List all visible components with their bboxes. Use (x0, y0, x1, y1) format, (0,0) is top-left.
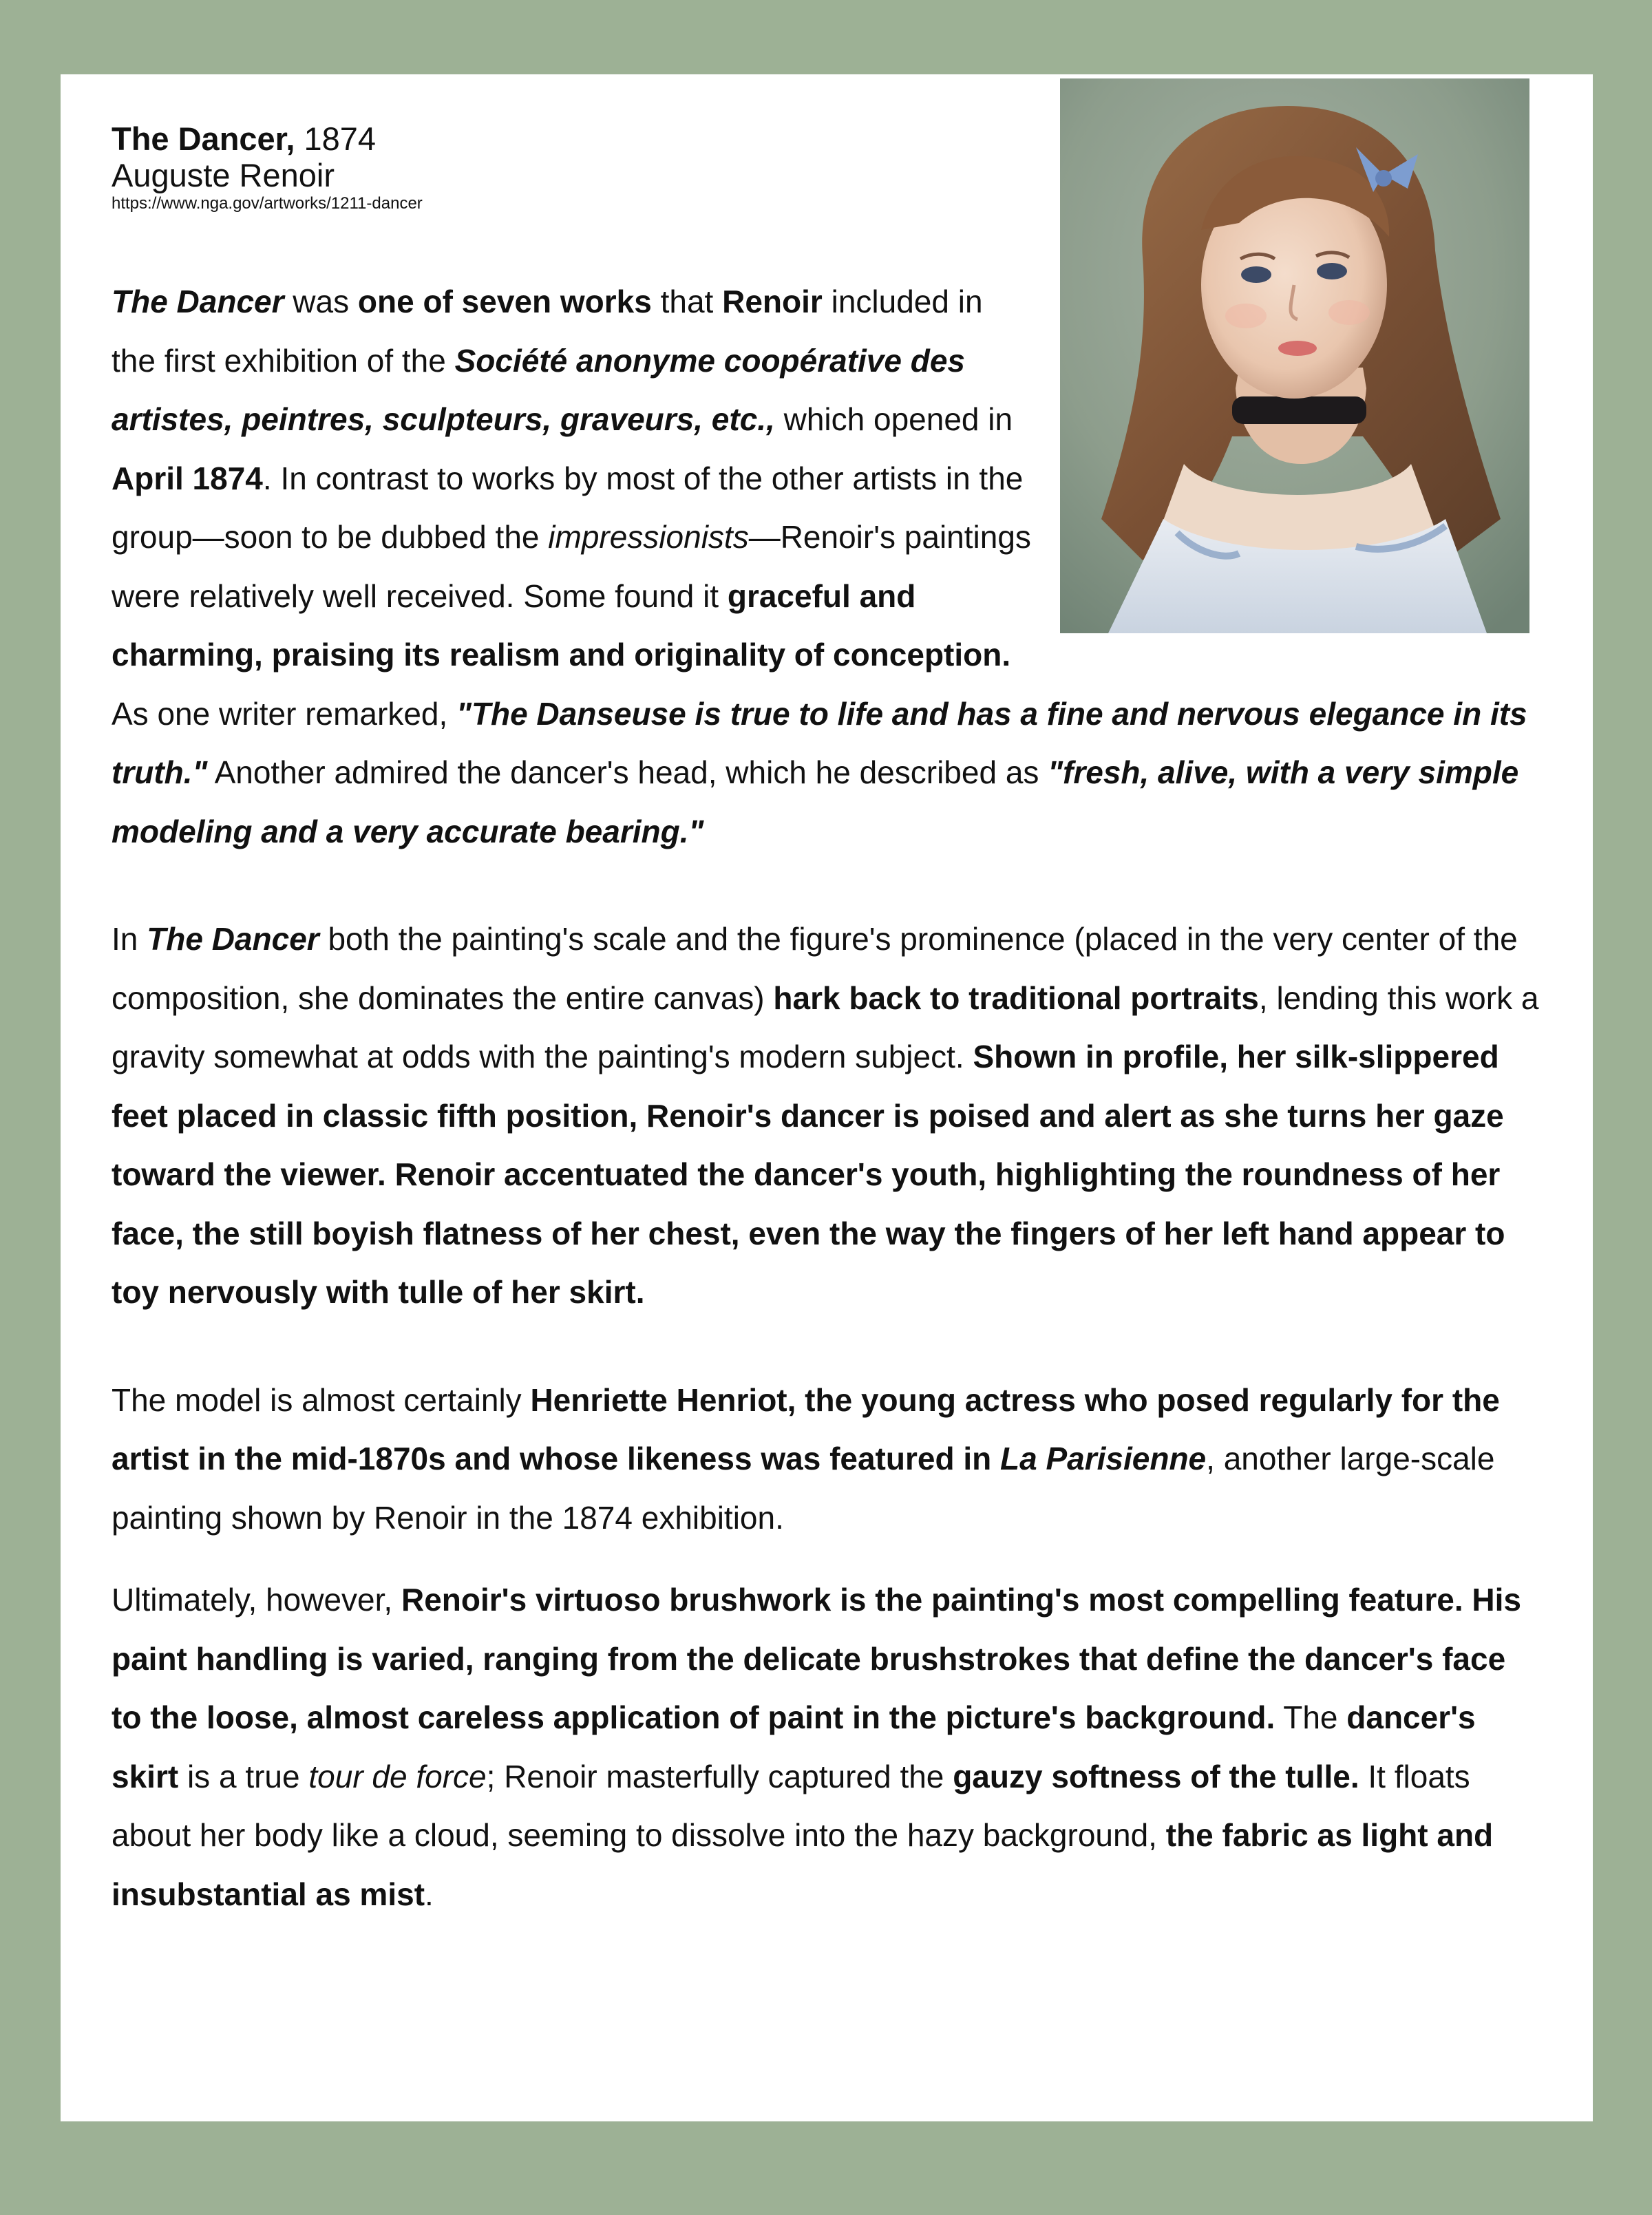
text-run: ; Renoir masterfully captured the (486, 1758, 953, 1794)
artwork-title: The Dancer, (112, 120, 295, 157)
paragraph-2 (112, 910, 1543, 1322)
paragraph-3 (112, 1371, 1543, 1548)
text-run: The (1275, 1699, 1347, 1735)
text-run: As one writer remarked, (112, 695, 457, 732)
text-run: "fresh, alive, with a very simple modeling and a very accurate bearing." (112, 754, 1519, 849)
text-run: The model is almost certainly (112, 1381, 531, 1418)
text-run: La Parisienne (1000, 1441, 1207, 1476)
text-run: gauzy softness of the tulle. (953, 1758, 1359, 1794)
text-run: graceful and charming, praising its realism and originality of conception. (112, 577, 1011, 672)
text-run: was (284, 284, 358, 319)
text-run: Ultimately, however, (112, 1582, 401, 1618)
text-run: that (651, 284, 723, 319)
text-run: which opened in (774, 401, 1013, 437)
document-card (61, 74, 1593, 2121)
artist-name: Auguste Renoir (112, 157, 335, 193)
text-run: the fabric as light and insubstantial as mist (112, 1817, 1494, 1912)
text-run: —Renoir's paintings were relatively well received. Some found it (112, 519, 1031, 614)
text-run: both the painting's scale and the figure's prominence (placed in the very center of the composition, she dominates the entire canvas) (112, 921, 1518, 1016)
text-run: Renoir (722, 284, 823, 319)
text-run: "The Danseuse is true to life and has a fine and nervous elegance in its truth." (112, 695, 1527, 790)
text-run: impressionists (548, 519, 749, 555)
text-run: Henriette Henriot, the young actress who posed regularly for the artist in the mid-1870s and whose likeness was featured in (112, 1381, 1500, 1476)
text-run: Another admired the dancer's head, which he described as (207, 754, 1048, 790)
portrait-illustration (1060, 78, 1529, 633)
text-run: The Dancer (147, 921, 319, 957)
text-run: included in the first exhibition of the (112, 284, 983, 379)
text-run: , another large-scale painting shown by Renoir in the 1874 exhibition. (112, 1441, 1495, 1536)
text-run: . In contrast to works by most of the other artists in the group—soon to be dubbed the (112, 460, 1024, 555)
paragraph-4 (112, 1571, 1543, 1924)
text-run: hark back to traditional portraits (773, 979, 1259, 1016)
text-run: The Dancer (112, 284, 284, 319)
text-run: Shown in profile, her silk-slippered feet placed in classic fifth position, Renoir's dancer is poised and alert as she turns her gaze toward the viewer. Renoir accentuated the dancer's youth, highlighting the roundness of her face, the still boyish flatness of her chest, even the way the fingers of her left hand appear to toy nervously with tulle of her skirt. (112, 1039, 1505, 1310)
text-run: . (425, 1876, 434, 1912)
text-run: is a true (178, 1758, 309, 1794)
text-run: In (112, 921, 147, 957)
text-run: It floats about her body like a cloud, seeming to dissolve into the hazy background, (112, 1758, 1470, 1853)
text-run: , lending this work a gravity somewhat at odds with the painting's modern subject. (112, 979, 1539, 1074)
text-run: Renoir's virtuoso brushwork is the painting's most compelling feature. His paint handling is varied, ranging from the delicate brushstrokes that define the dancer's face to the loose, almost careless application of paint in the picture's background. (112, 1582, 1521, 1735)
source-url: https://www.nga.gov/artworks/1211-dancer (112, 194, 423, 213)
text-run: dancer's skirt (112, 1699, 1476, 1794)
artwork-year: 1874 (304, 120, 377, 157)
painting-image (1060, 78, 1529, 633)
text-run: Société anonyme coopérative des artistes, peintres, sculpteurs, graveurs, etc., (112, 342, 966, 437)
document-content (112, 120, 1543, 1924)
text-run: tour de force (308, 1758, 487, 1794)
text-run: April 1874 (112, 460, 263, 496)
text-run: one of seven works (357, 284, 652, 319)
